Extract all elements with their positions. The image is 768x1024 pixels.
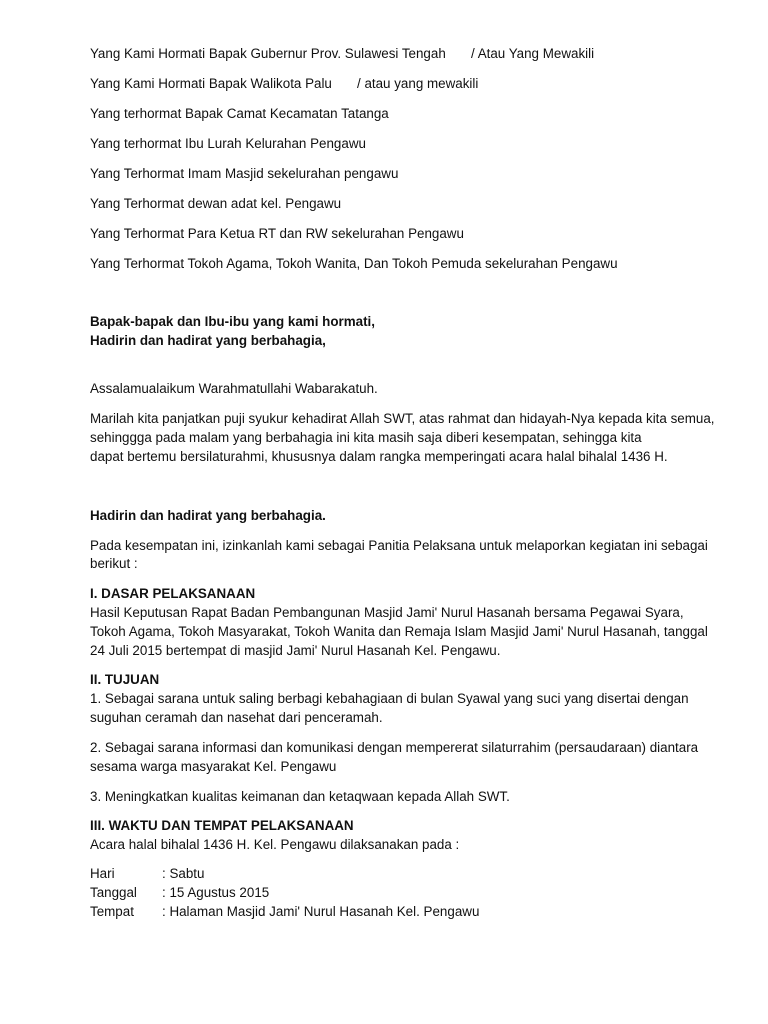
- salutation-line: Yang Terhormat Tokoh Agama, Tokoh Wanita, Dan Tokoh Pemuda sekelurahan Pengawu: [90, 256, 618, 271]
- section-2-item-1: suguhan ceramah dan nasehat dari penceramah.: [90, 710, 383, 725]
- section-1-line: Tokoh Agama, Tokoh Masyarakat, Tokoh Wanita dan Remaja Islam Masjid Jami' Nurul Hasanah, tanggal: [90, 624, 708, 639]
- section-2-heading: II. TUJUAN: [90, 672, 160, 687]
- salutation-text: Yang Kami Hormati Bapak Gubernur Prov. Sulawesi Tengah: [90, 46, 446, 61]
- greeting-line-2: Hadirin dan hadirat yang berbahagia,: [90, 333, 326, 348]
- detail-row-tempat: [90, 903, 480, 921]
- greeting-line-1: Bapak-bapak dan Ibu-ibu yang kami hormati,: [90, 314, 375, 329]
- detail-label: Tempat: [90, 904, 134, 919]
- salutation-line: Yang terhormat Ibu Lurah Kelurahan Pengawu: [90, 136, 366, 151]
- section-1-line: Hasil Keputusan Rapat Badan Pembangunan Masjid Jami' Nurul Hasanah bersama Pegawai Syara,: [90, 605, 684, 620]
- detail-label: Tanggal: [90, 885, 137, 900]
- section-2-item-2: sesama warga masyarakat Kel. Pengawu: [90, 759, 337, 774]
- detail-value: : 15 Agustus 2015: [162, 885, 270, 900]
- salutation-line: Yang Terhormat dewan adat kel. Pengawu: [90, 196, 342, 211]
- section-2-item-3: 3. Meningkatkan kualitas keimanan dan ketaqwaan kepada Allah SWT.: [90, 789, 510, 804]
- detail-value: : Sabtu: [162, 866, 205, 881]
- hadirin-heading: Hadirin dan hadirat yang berbahagia.: [90, 508, 326, 523]
- thanks-line: Marilah kita panjatkan puji syukur kehadirat Allah SWT, atas rahmat dan hidayah-Nya kepada kita semua,: [90, 411, 715, 426]
- section-3-intro: Acara halal bihalal 1436 H. Kel. Pengawu dilaksanakan pada :: [90, 837, 460, 852]
- thanks-line: dapat bertemu bersilaturahmi, khususnya dalam rangka memperingati acara halal bihalal 1436 H.: [90, 449, 668, 464]
- section-3-heading: III. WAKTU DAN TEMPAT PELAKSANAAN: [90, 818, 354, 833]
- salutation-line: Yang Terhormat Imam Masjid sekelurahan pengawu: [90, 166, 399, 181]
- detail-label: Hari: [90, 866, 115, 881]
- report-intro-line: berikut :: [90, 556, 138, 571]
- detail-row-tanggal: [90, 884, 270, 902]
- salutation-tail: / Atau Yang Mewakili: [471, 46, 595, 61]
- section-1-line: 24 Juli 2015 bertempat di masjid Jami' Nurul Hasanah Kel. Pengawu.: [90, 643, 501, 658]
- salutation-line: Yang terhormat Bapak Camat Kecamatan Tatanga: [90, 106, 389, 121]
- salutation-tail: / atau yang mewakili: [357, 76, 479, 91]
- report-intro-line: Pada kesempatan ini, izinkanlah kami sebagai Panitia Pelaksana untuk melaporkan kegiatan ini sebagai: [90, 538, 708, 553]
- opening-text: Assalamualaikum Warahmatullahi Wabarakatuh.: [90, 381, 378, 396]
- salutation-line: Yang Terhormat Para Ketua RT dan RW sekelurahan Pengawu: [90, 226, 464, 241]
- detail-value: : Halaman Masjid Jami' Nurul Hasanah Kel. Pengawu: [162, 904, 480, 919]
- section-2-item-2: 2. Sebagai sarana informasi dan komunikasi dengan mempererat silaturrahim (persaudaraan) diantara: [90, 740, 699, 755]
- detail-row-hari: [90, 865, 205, 883]
- salutation-line: [90, 75, 479, 93]
- salutation-text: Yang Kami Hormati Bapak Walikota Palu: [90, 76, 332, 91]
- section-1-heading: I. DASAR PELAKSANAAN: [90, 586, 256, 601]
- thanks-line: sehinggga pada malam yang berbahagia ini kita masih saja diberi kesempatan, sehingga kita: [90, 430, 642, 445]
- section-2-item-1: 1. Sebagai sarana untuk saling berbagi kebahagiaan di bulan Syawal yang suci yang disertai dengan: [90, 691, 689, 706]
- salutation-line: [90, 45, 595, 63]
